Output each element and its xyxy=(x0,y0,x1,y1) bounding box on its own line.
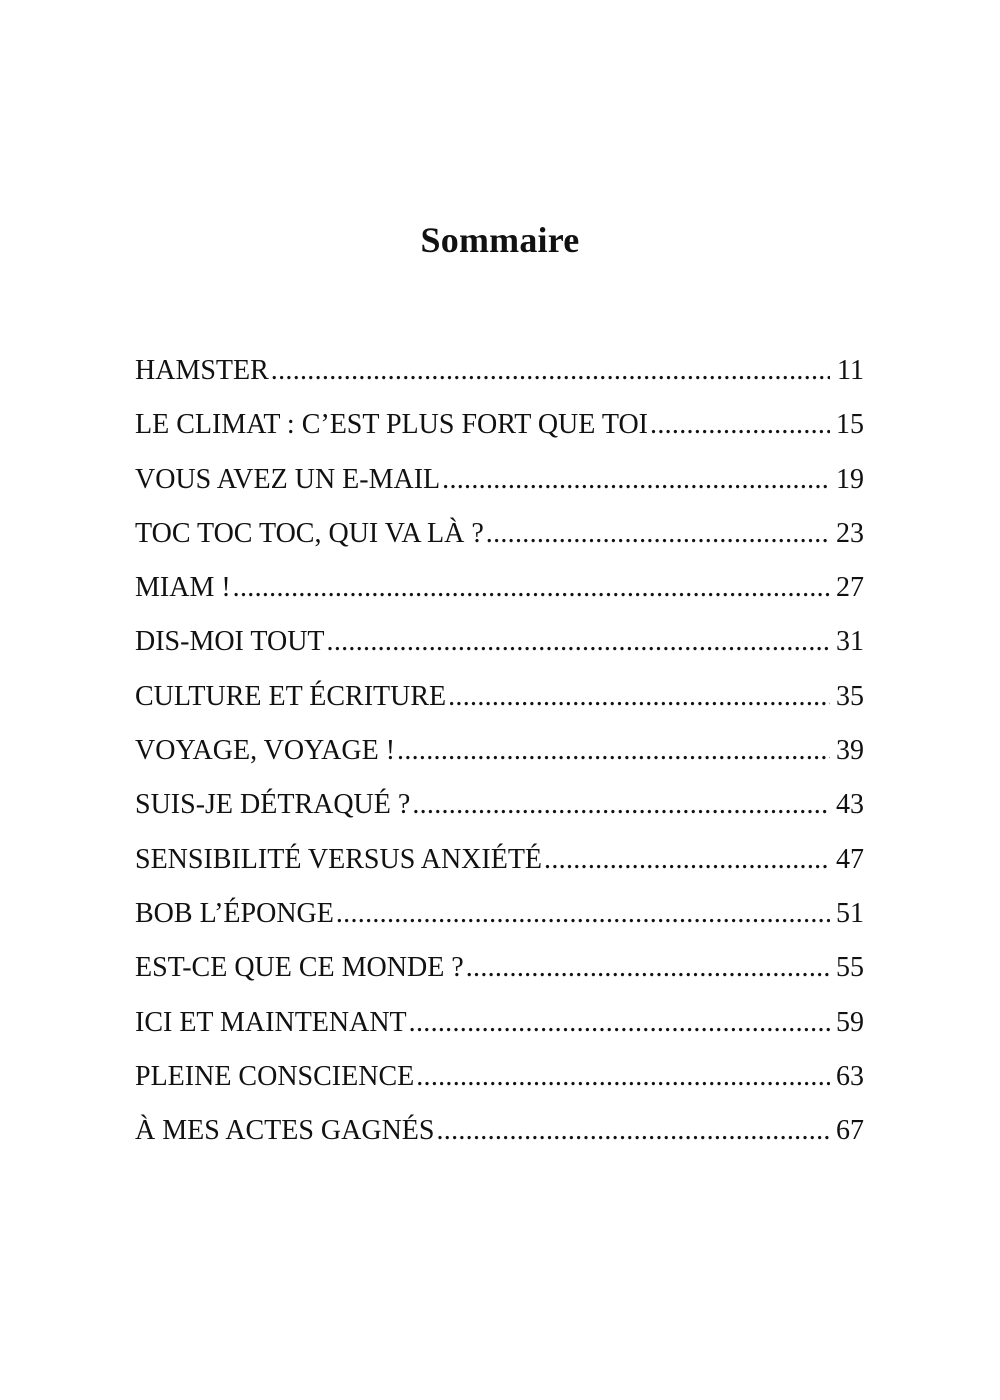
toc-entry-title: BOB L’ÉPONGE xyxy=(135,897,334,929)
toc-dot-leader xyxy=(412,778,830,832)
toc-dot-leader xyxy=(448,670,830,724)
toc-entry-title: ICI ET MAINTENANT xyxy=(135,1006,407,1038)
toc-entry xyxy=(135,615,864,669)
toc-dot-leader xyxy=(486,507,830,561)
toc-dot-leader xyxy=(466,941,830,995)
toc-dot-leader xyxy=(436,1104,830,1158)
toc-entry xyxy=(135,887,864,941)
toc-entry-page-number: 51 xyxy=(836,897,864,929)
toc-entry-title: SUIS-JE DÉTRAQUÉ ? xyxy=(135,789,411,821)
page-title: Sommaire xyxy=(420,220,580,260)
toc-entry-page-number: 39 xyxy=(836,735,864,767)
toc-dot-leader xyxy=(650,398,830,452)
toc-entry-title: DIS-MOI TOUT xyxy=(135,626,325,658)
toc-entry-title: PLEINE CONSCIENCE xyxy=(135,1060,415,1092)
toc-entry xyxy=(135,398,864,452)
toc-entry-title: HAMSTER xyxy=(135,355,269,386)
toc-entry-page-number: 43 xyxy=(836,789,864,821)
toc-dot-leader xyxy=(233,561,830,615)
toc-entry xyxy=(135,1104,864,1158)
toc-entry xyxy=(135,778,864,832)
toc-entry-title: TOC TOC TOC, QUI VA LÀ ? xyxy=(135,517,484,549)
toc-entry-title: EST-CE QUE CE MONDE ? xyxy=(135,952,464,984)
toc-entry-title: À MES ACTES GAGNÉS xyxy=(135,1115,435,1147)
toc-entry-title: VOYAGE, VOYAGE ! xyxy=(135,735,396,767)
toc-dot-leader xyxy=(442,453,830,507)
toc-entry-page-number: 23 xyxy=(836,517,864,549)
toc-dot-leader xyxy=(336,887,830,941)
toc-entry-title: SENSIBILITÉ VERSUS ANXIÉTÉ xyxy=(135,843,543,875)
toc-entry-page-number: 27 xyxy=(836,572,864,604)
toc-entry-title: CULTURE ET ÉCRITURE xyxy=(135,680,447,712)
toc-dot-leader xyxy=(416,1050,830,1104)
toc-entry xyxy=(135,996,864,1050)
toc-dot-leader xyxy=(397,724,830,778)
toc-entry-page-number: 47 xyxy=(836,843,864,875)
toc-dot-leader xyxy=(271,344,830,398)
toc-entry-title: LE CLIMAT : C’EST PLUS FORT QUE TOI xyxy=(135,409,649,441)
toc-entry-page-number: 55 xyxy=(836,952,864,984)
toc-entry xyxy=(135,670,864,724)
toc-dot-leader xyxy=(327,615,830,669)
toc-entry-page-number: 35 xyxy=(836,680,864,712)
toc-entry-title: MIAM ! xyxy=(135,572,231,604)
toc-entry-page-number: 63 xyxy=(836,1060,864,1092)
toc-dot-leader xyxy=(409,996,830,1050)
toc-entry-page-number: 11 xyxy=(837,355,864,386)
toc-dot-leader xyxy=(544,833,830,887)
toc-entry-title: VOUS AVEZ UN E-MAIL xyxy=(135,463,441,495)
toc-entry xyxy=(135,1050,864,1104)
toc-entry xyxy=(135,507,864,561)
toc-entry xyxy=(135,561,864,615)
toc-entry-page-number: 59 xyxy=(836,1006,864,1038)
toc-entry xyxy=(135,833,864,887)
toc-entry xyxy=(135,453,864,507)
toc-entry-page-number: 31 xyxy=(836,626,864,658)
toc-entry-page-number: 67 xyxy=(836,1115,864,1147)
toc-entry-page-number: 19 xyxy=(836,463,864,495)
toc-entry xyxy=(135,941,864,995)
table-of-contents xyxy=(135,344,864,1158)
toc-entry xyxy=(135,724,864,778)
toc-entry xyxy=(135,344,864,398)
toc-entry-page-number: 15 xyxy=(836,409,864,441)
